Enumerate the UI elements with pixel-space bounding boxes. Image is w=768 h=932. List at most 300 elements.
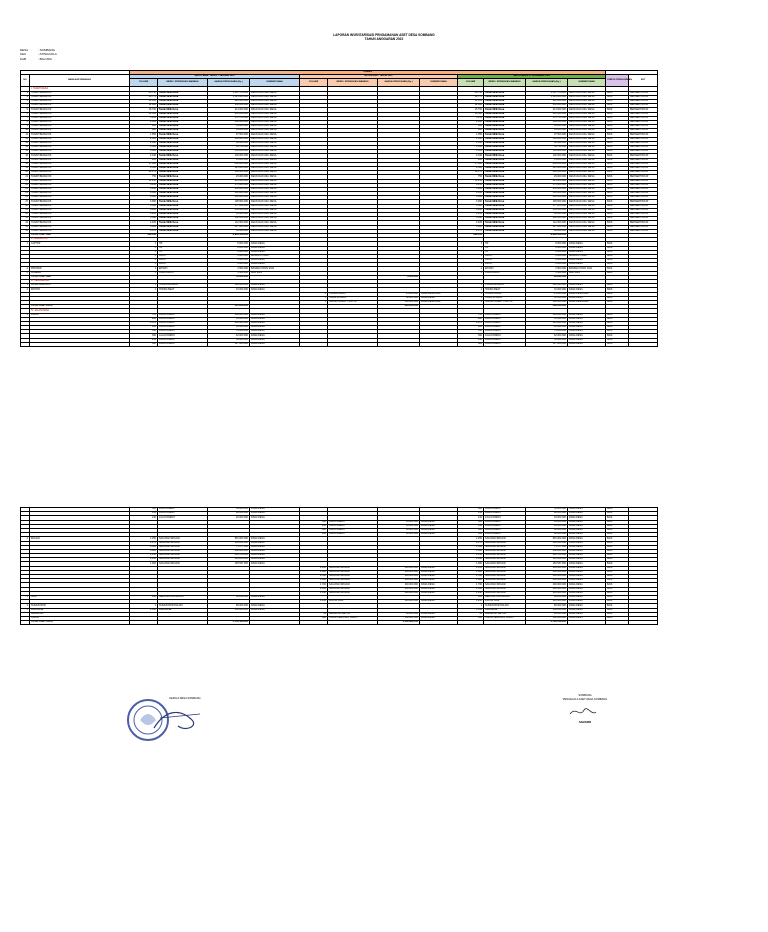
asset-name: TANAH BENGKOK [30, 95, 130, 99]
row-no: 5 [21, 108, 30, 112]
spec: JALAN RABAT [158, 338, 208, 342]
price-end: 75.577.000 [526, 545, 568, 549]
volume-end: 1.250 [458, 537, 484, 541]
spec: Tanah Milik Desa [158, 192, 208, 196]
price: 371.000.000 [208, 183, 250, 187]
row-no: 34 [21, 229, 30, 233]
spec: ASUS [158, 263, 208, 267]
subtotal-price-end: 60.000.000 [526, 275, 568, 279]
price-end: 314.000.000 [526, 108, 568, 112]
volume: 100 [130, 595, 158, 599]
header-group-main: URAIAN [130, 71, 606, 75]
spec-end: SALURAN IRIGASI [484, 537, 526, 541]
price-end: 120.000.000 [526, 600, 568, 604]
mutation-fund: DANA DESA [420, 296, 458, 300]
spec-end: HONDA MOBILIO [484, 284, 526, 288]
spec: Tanah Milik Desa [158, 171, 208, 175]
right-signature-name: SAMARNI [578, 721, 592, 724]
price: 76.000.000 [208, 330, 250, 334]
spec-end: SALURAN IRIGASI [484, 591, 526, 595]
status: BAIK [606, 196, 629, 200]
status: BAIK [606, 288, 629, 292]
volume: 3.500 [130, 204, 158, 208]
volume-end: 4.170 [458, 541, 484, 545]
volume-end: 2.500 [458, 545, 484, 549]
volume-end: 2.100 [458, 566, 484, 570]
fund-source-end: DANA DESA [568, 250, 606, 254]
volume-end: 11.250 [458, 179, 484, 183]
price-end: 90.000.000 [526, 612, 568, 616]
status: BAIK [606, 175, 629, 179]
fund-source-end: KEKAYAAN ASLI DESA [568, 225, 606, 229]
mutation-fund: DANA DESA [420, 600, 458, 604]
price-end: 190.000.000 [526, 284, 568, 288]
fund-source: KEKAYAAN ASLI DESA [250, 183, 300, 187]
price: 60.000.000 [208, 213, 250, 217]
spec: Tanah Milik Desa [158, 213, 208, 217]
fund-source: DANA DESA [250, 549, 300, 553]
price: 5.500.000 [208, 271, 250, 275]
mutation-price: 25.000.000 [378, 292, 420, 296]
fund-source-end: DANA DESA [568, 242, 606, 246]
fund-source-end: DANA DESA [568, 334, 606, 338]
spec-end: ASUS [484, 263, 526, 267]
fund-source-end: KEKAYAAN ASLI DESA [568, 179, 606, 183]
asset-name: TANAH BENGKOK [30, 141, 130, 145]
spec-end: SALURAN IRIGASI [484, 566, 526, 570]
mutation-volume: 380 [300, 528, 328, 532]
subtotal-label: TOTAL ASET RWI [30, 275, 130, 279]
spec-end: Tanah Milik Desa [484, 187, 526, 191]
spec-end: Tanah Milik Desa [484, 133, 526, 137]
meta-line [20, 57, 57, 61]
meta-value: : ATINGGOLA [38, 52, 57, 57]
row-no: 32 [21, 221, 30, 225]
fund-source: KEKAYAAN ASLI DESA [250, 196, 300, 200]
fund-source-end: BANKEU PROV 2021 [568, 267, 606, 271]
volume: 1 [130, 604, 158, 608]
price: 165.000.000 [208, 150, 250, 154]
asset-name: TANAH BENGKOK [30, 221, 130, 225]
fund-source-end: DANA DESA [568, 549, 606, 553]
asset-name: TANAH BENGKOK [30, 213, 130, 217]
note: BERSERTIFIKAT [629, 208, 658, 212]
fund-source-end: ADD 2021 [568, 271, 606, 275]
mutation-fund: DANA DESA [420, 579, 458, 583]
row-no: 13 [21, 141, 30, 145]
meta-label: DESA [20, 48, 29, 52]
note: BERSERTIFIKAT [629, 120, 658, 124]
volume-end: 1 [458, 246, 484, 250]
asset-name: TANAH BENGKOK [30, 112, 130, 116]
price-end: 146.000.000 [526, 558, 568, 562]
cell [629, 621, 658, 625]
status: BAIK [606, 213, 629, 217]
price: 200.000.000 [208, 120, 250, 124]
volume: 14.173 [130, 171, 158, 175]
price-end: 76.000.000 [526, 330, 568, 334]
fund-source: DANA DESA [250, 326, 300, 330]
asset-name: TANAH BENGKOK [30, 192, 130, 196]
status: BAIK [606, 520, 629, 524]
price-end: 200.000.000 [526, 587, 568, 591]
status: BAIK [606, 587, 629, 591]
note: BERSERTIFIKAT [629, 192, 658, 196]
spec: JALAN RABAT [158, 330, 208, 334]
price-end: 288.000.000 [526, 549, 568, 553]
spec: ASUS [158, 259, 208, 263]
price: 217.000.000 [208, 225, 250, 229]
price: 177.000.000 [208, 204, 250, 208]
header-sumber: SUMBER DANA [568, 79, 606, 87]
spec: HP [158, 246, 208, 250]
note: BERSERTIFIKAT [629, 141, 658, 145]
header-volume: VOLUME [300, 79, 328, 87]
note: BERSERTIFIKAT [629, 200, 658, 204]
fund-source-end: DANA DESA [568, 288, 606, 292]
mutation-fund: DANA DESA [420, 528, 458, 532]
status: BAIK [606, 296, 629, 300]
row-no: 23 [21, 183, 30, 187]
volume-end: 1 [458, 259, 484, 263]
volume-end: 400 [458, 125, 484, 129]
price: 189.000.000 [208, 313, 250, 317]
status: BAIK [606, 179, 629, 183]
mutation-price: 46.000.000 [378, 524, 420, 528]
volume-end: 1 [458, 263, 484, 267]
spec: Tanah Milik Desa [158, 137, 208, 141]
volume-end: 210 [458, 516, 484, 520]
price-end: 183.537.900 [526, 562, 568, 566]
fund-source-end: DANA DESA [568, 562, 606, 566]
spec: Tanah Milik Desa [158, 183, 208, 187]
note: BERSERTIFIKAT [629, 175, 658, 179]
fund-source: KEKAYAAN ASLI DESA [250, 175, 300, 179]
price: 39.200.000 [208, 129, 250, 133]
fund-source: KEKAYAAN ASLI DESA [250, 120, 300, 124]
asset-name: TANAH BENGKOK [30, 125, 130, 129]
price-end: 177.000.000 [526, 204, 568, 208]
mutation-fund: DANA DESA [420, 575, 458, 579]
volume: 280 [130, 158, 158, 162]
spec-end: YAMAHA NMAX [484, 296, 526, 300]
price-end: 808.200.000 [526, 162, 568, 166]
cell [420, 342, 458, 346]
spec-end: Tanah Milik Desa [484, 162, 526, 166]
cell [158, 621, 208, 625]
cell [328, 342, 378, 346]
volume: 320 [130, 508, 158, 512]
asset-name: TANAH BENGKOK [30, 183, 130, 187]
header-sumber: SUMBER DANA [420, 79, 458, 87]
note: BERSERTIFIKAT [629, 225, 658, 229]
status: BAIK [606, 508, 629, 512]
fund-source-end: KEKAYAAN ASLI DESA [568, 146, 606, 150]
price: 314.000.000 [208, 108, 250, 112]
spec-end: Tanah Milik Desa [484, 158, 526, 162]
price-end: 8.000.000 [526, 246, 568, 250]
volume: 2.405 [130, 221, 158, 225]
volume-end: 2.100 [458, 558, 484, 562]
status: BAIK [606, 187, 629, 191]
volume-end: 1.050 [458, 608, 484, 612]
mutation-price: 180.000.000 [378, 616, 420, 620]
asset-name: MOTOR [30, 288, 130, 292]
header-spek: MERK / SPESIFIKASI BARANG [484, 79, 526, 87]
volume-end: 1.950 [458, 133, 484, 137]
spec-end: EPSON [484, 267, 526, 271]
row-no: 24 [21, 187, 30, 191]
fund-source: DANA DESA [250, 554, 300, 558]
spec-end: Tanah Milik Desa [484, 112, 526, 116]
spec-end: TALUD PENAHAN TANAH [484, 616, 526, 620]
mutation-spec: SALURAN IRIGASI [328, 583, 378, 587]
status: BAIK [606, 558, 629, 562]
fund-source-end: DANA DESA [568, 284, 606, 288]
spec: Tanah Milik Desa [158, 204, 208, 208]
price-end: 200.000.000 [526, 579, 568, 583]
fund-source-end: KEKAYAAN ASLI DESA [568, 171, 606, 175]
asset-name: TANAH BENGKOK [30, 162, 130, 166]
note: BERSERTIFIKAT [629, 187, 658, 191]
cell [420, 621, 458, 625]
fund-source-end: DANA DESA [568, 528, 606, 532]
spec-end: LANTAI GOR [484, 600, 526, 604]
mutation-volume: 1.700 [300, 583, 328, 587]
price-end: 14.000.000 [526, 158, 568, 162]
fund-source-end: DANA DESA [568, 545, 606, 549]
fund-source: KEKAYAAN ASLI DESA [250, 95, 300, 99]
price: 46.000.000 [208, 516, 250, 520]
price: 385.200.000 [208, 192, 250, 196]
price-end: 63.000.000 [526, 317, 568, 321]
price-end: 1.467.578.000 [526, 91, 568, 95]
status: BAIK [606, 254, 629, 258]
volume-end: 6.400 [458, 208, 484, 212]
fund-source-end: DANA DESA 2022 [568, 300, 606, 304]
fund-source: DANA DESA [250, 338, 300, 342]
volume: 980 [130, 129, 158, 133]
fund-source-end: DANA DESA [568, 321, 606, 325]
fund-source-end: DANA DESA [568, 566, 606, 570]
price: 102.000.000 [208, 154, 250, 158]
price: 75.577.000 [208, 545, 250, 549]
fund-source: DANA DESA [250, 334, 300, 338]
fund-source-end: KEKAYAAN ASLI DESA [568, 229, 606, 233]
note: BERSERTIFIKAT [629, 204, 658, 208]
row-no: 31 [21, 217, 30, 221]
spec-end: Tanah Milik Desa [484, 204, 526, 208]
row-no: 14 [21, 146, 30, 150]
price-end: 8.000.000 [526, 250, 568, 254]
spec-end: Tanah Milik Desa [484, 99, 526, 103]
volume-end: 100 [458, 595, 484, 599]
fund-source-end: DANA DESA [568, 587, 606, 591]
fund-source-end: DANA DESA [568, 326, 606, 330]
spec: Tanah Milik Desa [158, 158, 208, 162]
mutation-spec: SALURAN IRIGASI [328, 587, 378, 591]
report-title: LAPORAN INVENTARISASI PENGAMANAN ASET DESA SOMBANG [333, 33, 435, 37]
status: BAIK [606, 125, 629, 129]
total-label: TOTAL ASET KIB C [30, 305, 130, 309]
spec-end: Tanah Milik Desa [484, 146, 526, 150]
fund-source-end: DANA DESA [568, 317, 606, 321]
price-end: 217.000.000 [526, 225, 568, 229]
cell [300, 342, 328, 346]
status: BAIK [606, 150, 629, 154]
spec-end: Tanah Milik Desa [484, 196, 526, 200]
volume: 1 [130, 284, 158, 288]
spec-end: JALAN RABAT [484, 533, 526, 537]
spec-end: JALAN RABAT [484, 313, 526, 317]
asset-name: TANAH BENGKOK [30, 204, 130, 208]
spec: Tanah Milik Desa [158, 154, 208, 158]
status: BAIK [606, 326, 629, 330]
total-price: 201.000.000 [208, 305, 250, 309]
note: BERSERTIFIKAT [629, 95, 658, 99]
status: BAIK [606, 208, 629, 212]
spec: SALURAN IRIGASI [158, 554, 208, 558]
row-no: 8 [21, 120, 30, 124]
volume-end: 320 [458, 508, 484, 512]
volume-end: 1.395 [458, 146, 484, 150]
note: BERSERTIFIKAT [629, 129, 658, 133]
price: 8.000.000 [208, 254, 250, 258]
status: BAIK [606, 612, 629, 616]
mutation-price: 65.000.000 [378, 520, 420, 524]
mutation-price: 190.000.000 [378, 570, 420, 574]
spec: Tanah Milik Desa [158, 179, 208, 183]
price: 112.000.000 [208, 221, 250, 225]
fund-source: KEKAYAAN ASLI DESA [250, 162, 300, 166]
volume-end: 10.300 [458, 112, 484, 116]
fund-source: KEKAYAAN ASLI DESA [250, 187, 300, 191]
fund-source: KEKAYAAN ASLI DESA [250, 221, 300, 225]
spec-end: SALURAN IRIGASI [484, 554, 526, 558]
spec: JALAN RABAT [158, 508, 208, 512]
fund-source-end: DANA DESA [568, 338, 606, 342]
volume-end: 2.000 [458, 137, 484, 141]
mutation-spec: JALAN RABAT [328, 524, 378, 528]
price: 8.000.000 [208, 242, 250, 246]
price-end: 222.000.000 [526, 99, 568, 103]
price-end: 25.000.000 [526, 292, 568, 296]
status: BAIK [606, 112, 629, 116]
volume: 1.395 [130, 146, 158, 150]
status: BAIK [606, 116, 629, 120]
row-no: 12 [21, 137, 30, 141]
volume-end: 1.200 [458, 213, 484, 217]
fund-source-end: DANA DESA [568, 533, 606, 537]
price-end: 840.000.000 [526, 537, 568, 541]
price: 300.000.000 [208, 196, 250, 200]
mutation-fund: DANA DESA 2022 [420, 300, 458, 304]
mutation-spec: JALAN RABAT [328, 520, 378, 524]
spec-end: Tanah Milik Desa [484, 137, 526, 141]
volume-end: 300 [458, 334, 484, 338]
status: BAIK [606, 545, 629, 549]
fund-source: KEKAYAAN ASLI DESA [250, 200, 300, 204]
header-saldo-akhir: SALDO AKHIR 31 DESEMBER 2022 [458, 75, 606, 79]
spec-end: JEMBATAN BETON [484, 612, 526, 616]
price-end: 250.000.000 [526, 187, 568, 191]
mutation-price: 200.000.000 [378, 579, 420, 583]
volume: 4.170 [130, 541, 158, 545]
total-mutation: 485.000.000 [378, 305, 420, 309]
spec-end: Tanah Milik Desa [484, 179, 526, 183]
fund-source: KEKAYAAN ASLI DESA [250, 112, 300, 116]
status: BAIK [606, 200, 629, 204]
price: 97.500.000 [208, 133, 250, 137]
status: BAIK [606, 583, 629, 587]
subtotal-volume-end: 299.160 [458, 233, 484, 237]
header-harga: HARGA PEROLEHAN (Rp.) [378, 79, 420, 87]
spec-end: SALURAN IRIGASI [484, 579, 526, 583]
volume-end: 210 [458, 524, 484, 528]
mutation-volume: 1.200 [300, 600, 328, 604]
fund-source: KEKAYAAN ASLI DESA [250, 204, 300, 208]
note: BERSERTIFIKAT [629, 104, 658, 108]
price: 1.125.000.000 [208, 95, 250, 99]
volume-end: 3.990 [458, 200, 484, 204]
volume: 300 [130, 334, 158, 338]
volume: 8.250 [130, 183, 158, 187]
status: BAIK [606, 246, 629, 250]
volume-end: 380 [458, 528, 484, 532]
spec-end: Tanah Milik Desa [484, 104, 526, 108]
spec: Tanah Milik Desa [158, 175, 208, 179]
mutation-spec: TALUD PENAHAN TANAH [328, 616, 378, 620]
note: BERSERTIFIKAT [629, 183, 658, 187]
fund-source-end: KEKAYAAN ASLI DESA [568, 217, 606, 221]
price: 170.750.000 [208, 116, 250, 120]
volume: 1 [130, 242, 158, 246]
spec-end: Tanah Milik Desa [484, 129, 526, 133]
price: 146.000.000 [208, 558, 250, 562]
price-end: 39.200.000 [526, 129, 568, 133]
volume: 765 [130, 313, 158, 317]
volume-end: 280 [458, 317, 484, 321]
spec-end: SALURAN IRIGASI [484, 587, 526, 591]
volume-end: 2.040 [458, 154, 484, 158]
spec: ASUS [158, 254, 208, 258]
mutation-fund: DANA DESA [420, 587, 458, 591]
volume: 86.740 [130, 91, 158, 95]
fund-source-end: DANA DESA [568, 604, 606, 608]
volume-end: 2.170 [458, 229, 484, 233]
fund-source: DANA DESA [250, 250, 300, 254]
price-end: 150.000.000 [526, 608, 568, 612]
mutation-volume: 2.000 [300, 587, 328, 591]
asset-name: TANAH BENGKOK [30, 175, 130, 179]
fund-source: KEKAYAAN ASLI DESA [250, 166, 300, 170]
spec: SALURAN IRIGASI [158, 537, 208, 541]
price: 288.000.000 [208, 549, 250, 553]
price: 183.537.900 [208, 562, 250, 566]
volume-end: 3.500 [458, 204, 484, 208]
mutation-volume: 1.620 [300, 579, 328, 583]
spec: Tanah Milik Desa [158, 200, 208, 204]
spec-end: Tanah Milik Desa [484, 125, 526, 129]
status: BAIK [606, 528, 629, 532]
volume-end: 300 [458, 616, 484, 620]
mutation-volume: 1 [300, 292, 328, 296]
status: BAIK [606, 579, 629, 583]
price-end: 60.238.000 [526, 595, 568, 599]
volume-end: 412 [458, 512, 484, 516]
volume-end: 3.300 [458, 150, 484, 154]
fund-source: KEKAYAAN ASLI DESA [250, 208, 300, 212]
